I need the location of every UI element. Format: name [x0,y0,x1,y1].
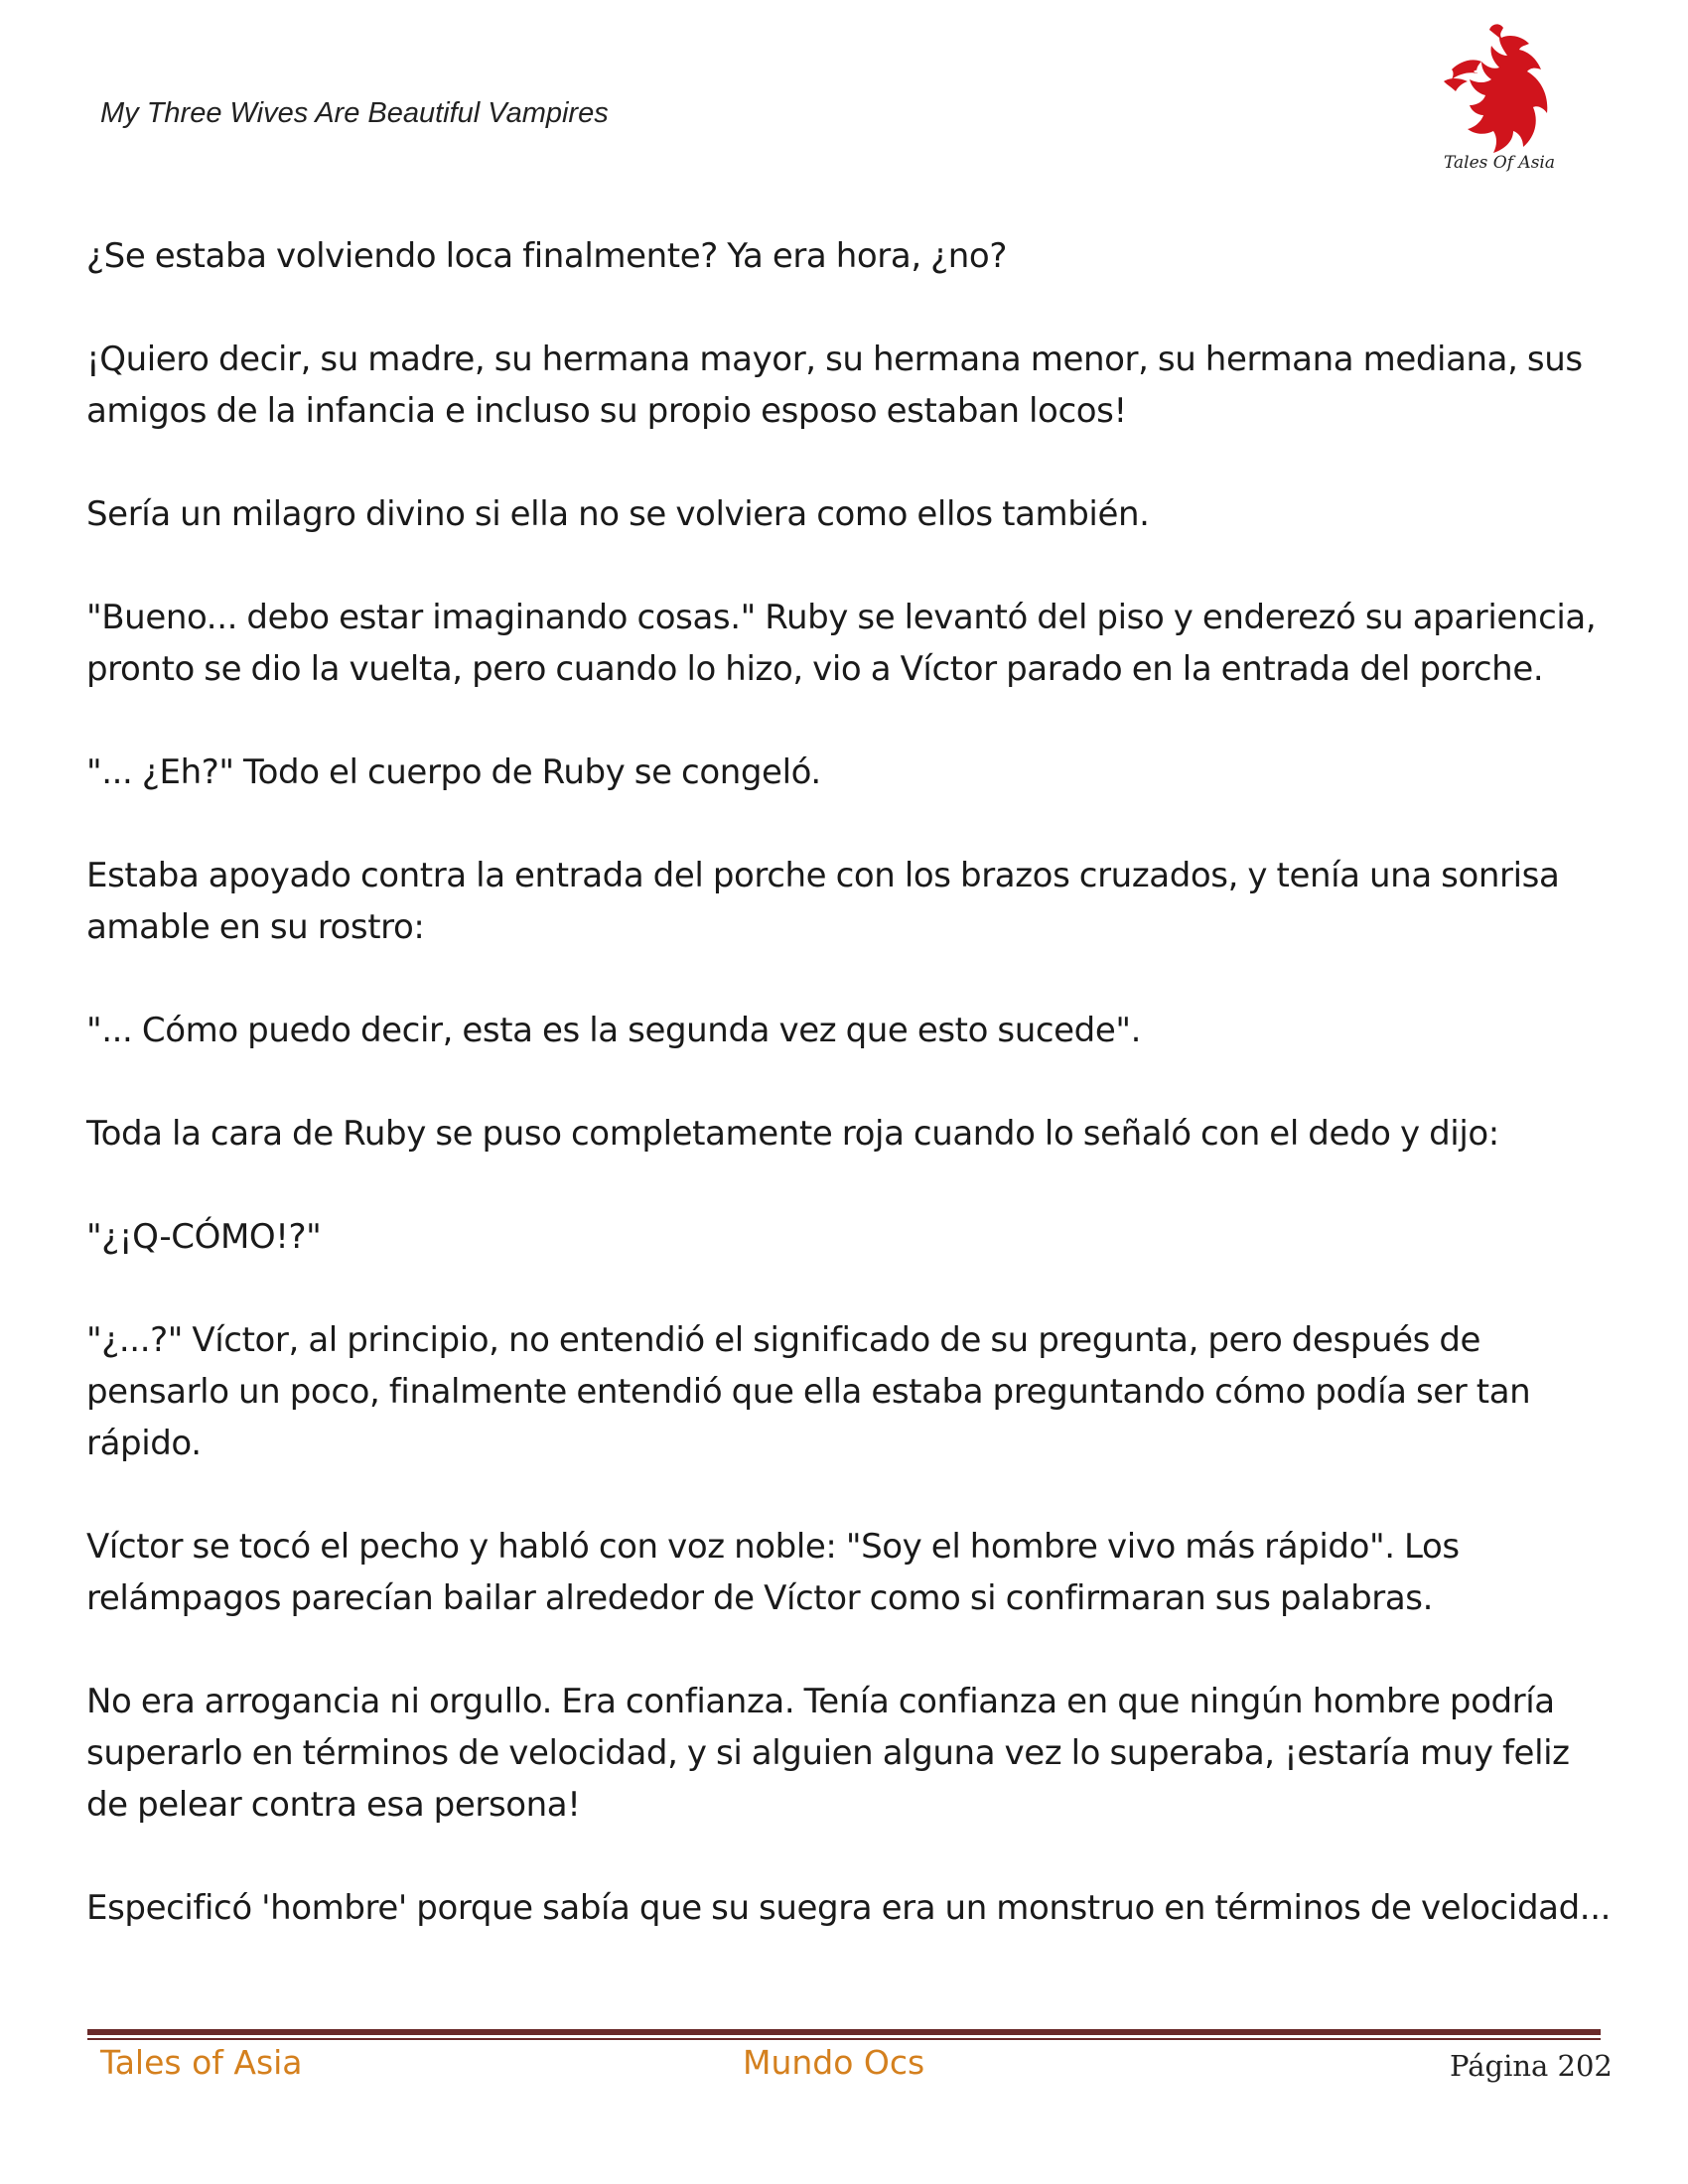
paragraph: "... Cómo puedo decir, esta es la segunda vez que esto sucede". [86,1011,1142,1050]
footer-divider [87,2029,1601,2035]
logo-text: Tales Of Asia [1444,153,1555,173]
footer-divider-thin [87,2038,1601,2040]
paragraph: ¿Se estaba volviendo loca finalmente? Ya era hora, ¿no? [86,236,1007,276]
footer-site-name: Tales of Asia [100,2043,303,2082]
paragraph: Víctor se tocó el pecho y habló con voz noble: "Soy el hombre vivo más rápido". Los relámpagos parecían bailar alrededor de Víctor como si confirmaran sus palabras. [86,1527,1460,1618]
paragraph: "Bueno... debo estar imaginando cosas." Ruby se levantó del piso y enderezó su apariencia, pronto se dio la vuelta, pero cuando lo hizo, vio a Víctor parado en la entrada del porche. [86,598,1597,689]
paragraph: Sería un milagro divino si ella no se volviera como ellos también. [86,494,1150,534]
logo [1430,22,1569,181]
paragraph: Especificó 'hombre' porque sabía que su suegra era un monstruo en términos de velocidad... [86,1888,1612,1928]
paragraph: No era arrogancia ni orgullo. Era confianza. Tenía confianza en que ningún hombre podría superarlo en términos de velocidad, y si alguien alguna vez lo superaba, ¡estaría muy feliz de pelear contra esa persona! [86,1682,1570,1825]
page-number: Página 202 [1450,2049,1613,2083]
red-dragon-icon [1430,22,1569,156]
document-header-title: My Three Wives Are Beautiful Vampires [100,97,609,129]
paragraph: "... ¿Eh?" Todo el cuerpo de Ruby se congeló. [86,752,821,792]
paragraph: Estaba apoyado contra la entrada del porche con los brazos cruzados, y tenía una sonrisa amable en su rostro: [86,856,1560,947]
paragraph: Toda la cara de Ruby se puso completamente roja cuando lo señaló con el dedo y dijo: [86,1114,1499,1154]
paragraph: "¿¡Q-CÓMO!?" [86,1217,322,1257]
footer-section-name: Mundo Ocs [743,2043,925,2082]
paragraph: ¡Quiero decir, su madre, su hermana mayor, su hermana menor, su hermana mediana, sus amigos de la infancia e incluso su propio esposo estaban locos! [86,340,1583,431]
paragraph: "¿...?" Víctor, al principio, no entendió el significado de su pregunta, pero después de pensarlo un poco, finalmente entendió que ella estaba preguntando cómo podía ser tan rápido. [86,1320,1531,1463]
chapter-body [86,230,1616,1934]
